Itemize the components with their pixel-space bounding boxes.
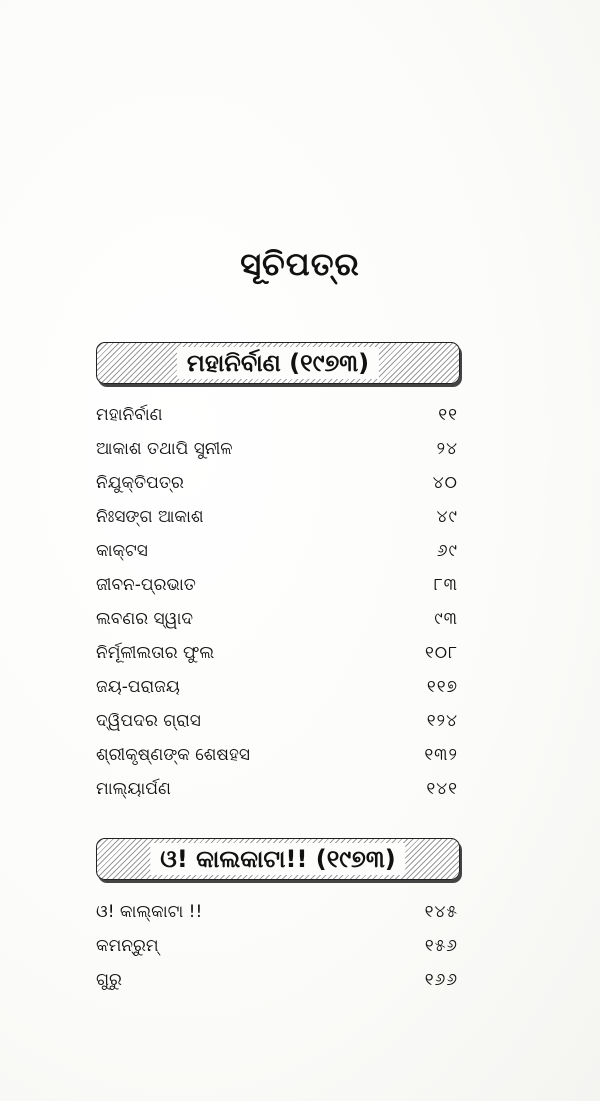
toc-list-section-1 (96, 398, 458, 806)
toc-entry[interactable] (96, 466, 458, 500)
toc-entry[interactable] (96, 568, 458, 602)
entry-title: ମହାନିର୍ବାଣ (96, 405, 163, 425)
entry-title: ଶ୍ରୀକୃଷ୍ଣଙ୍କ ଶେଷହସ (96, 745, 250, 765)
entry-page-number: ୨୪ (436, 439, 458, 459)
section-header-label: ମହାନିର୍ବାଣ (୧୯୭୩) (177, 347, 379, 379)
toc-entry[interactable] (96, 636, 458, 670)
entry-page-number: ୧୪୧ (426, 779, 458, 799)
entry-page-number: ୯୩ (434, 609, 458, 629)
toc-entry[interactable] (96, 704, 458, 738)
entry-page-number: ୪୦ (432, 473, 458, 493)
entry-title: ଗୁରୁ (96, 970, 122, 990)
section-header-label: ଓ! କାଲକାଟା!! (୧୯୭୩) (150, 843, 405, 875)
entry-page-number: ୧୧ (438, 405, 458, 425)
entry-title: ଓ! କାଲ୍‌କାଟା !! (96, 902, 203, 922)
entry-title: ଜୟ-ପରାଜୟ (96, 677, 180, 697)
entry-page-number: ୧୪୫ (424, 902, 458, 922)
toc-list-section-2 (96, 895, 458, 997)
toc-entry[interactable] (96, 670, 458, 704)
entry-title: ଜୀବନ-ପ୍ରଭାତ (96, 575, 196, 595)
entry-page-number: ୧୫୬ (424, 936, 458, 956)
toc-entry[interactable] (96, 500, 458, 534)
toc-entry[interactable] (96, 602, 458, 636)
entry-title: ଲବଣର ସ୍ୱାଦ (96, 609, 194, 629)
page-title: ସୂଚିପତ୍ର (240, 245, 360, 283)
toc-entry[interactable] (96, 398, 458, 432)
entry-page-number: ୧୬୬ (424, 970, 458, 990)
entry-title: ନିଃସଙ୍ଗ ଆକାଶ (96, 507, 204, 527)
entry-page-number: ୧୨୪ (426, 711, 458, 731)
entry-page-number: ୧୩୨ (424, 745, 458, 765)
entry-title: କାକ୍‌ଟସ (96, 541, 148, 561)
section-header-mahanirbana (96, 342, 460, 384)
toc-entry[interactable] (96, 963, 458, 997)
entry-page-number: ୬୯ (436, 541, 458, 561)
entry-page-number: ୧୦୮ (424, 643, 458, 663)
section-header-o-calcutta (96, 838, 460, 880)
toc-entry[interactable] (96, 929, 458, 963)
toc-entry[interactable] (96, 534, 458, 568)
entry-page-number: ୧୧୭ (426, 677, 458, 697)
entry-title: ଦ୍ୱିପଦର ଗ୍ରାସ (96, 711, 201, 731)
toc-entry[interactable] (96, 772, 458, 806)
toc-entry[interactable] (96, 895, 458, 929)
entry-title: ନିର୍ମୂଳୀଲତାର ଫୁଲ (96, 643, 215, 663)
toc-entry[interactable] (96, 432, 458, 466)
entry-title: କମନ୍‌ରୁମ୍‌ (96, 936, 159, 956)
toc-entry[interactable] (96, 738, 458, 772)
entry-title: ଆକାଶ ତଥାପି ସୁନୀଳ (96, 439, 233, 459)
entry-title: ନିଯୁକ୍ତିପତ୍ର (96, 473, 184, 493)
entry-page-number: ୮୩ (433, 575, 458, 595)
entry-page-number: ୪୯ (436, 507, 458, 527)
entry-title: ମାଲ୍ୟାର୍ପଣ (96, 779, 171, 799)
